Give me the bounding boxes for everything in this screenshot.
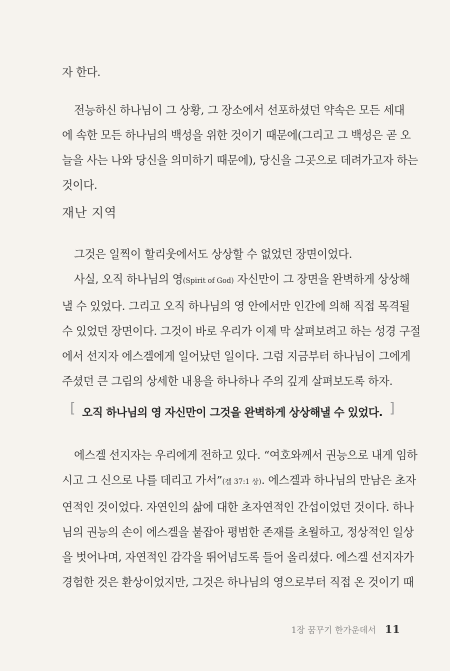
para4-line1: 에스겔 선지자는 우리에게 전하고 있다. “여호와께서 권능으로 내게 임하 — [74, 449, 418, 462]
para1-line3: 늘을 사는 나와 당신을 의미하기 때문에), 당신을 그곳으로 데려가고자 하는 — [62, 154, 418, 167]
para3-line5: 주셨던 큰 그림의 상세한 내용을 하나하나 주의 깊게 살펴보도록 하자. — [62, 375, 393, 388]
page-number: 11 — [384, 623, 400, 636]
para3-line3: 수 있었던 장면이다. 그것이 바로 우리가 이제 막 살펴보려고 하는 성경 구절 — [62, 325, 421, 338]
chapter-title: 1장 꿈꾸기 한가운데서 — [291, 626, 376, 636]
opening-line: 자 한다. — [62, 66, 101, 79]
text-block-bottom — [62, 443, 418, 595]
para1-line2: 에 속한 모든 하나님의 백성을 위한 것이기 때문에(그리고 그 백성은 곧 오 — [62, 129, 411, 142]
pull-quote — [70, 401, 395, 420]
text-block-top — [62, 60, 418, 198]
para4-line2: 시고 그 신으로 나를 데리고 가서”(겔 37:1 상). 에스겔과 하나님의 만남은 초자 — [62, 474, 417, 487]
para2: 그것은 일찍이 할리웃에서도 상상할 수 없었던 장면이었다. — [74, 248, 353, 261]
page-footer — [291, 623, 400, 636]
para4-line6: 경험한 것은 환상이었지만, 그것은 하나님의 영으로부터 직접 온 것이기 때 — [62, 576, 414, 589]
pull-quote-text: 오직 하나님의 영 자신만이 그것을 완벽하게 상상해낼 수 있었다. — [82, 406, 383, 419]
para4-line5: 을 벗어나며, 자연적인 감각을 뛰어넘도록 들어 올리셨다. 에스겔 선지자가 — [62, 551, 414, 564]
para3-line4: 에서 선지자 에스겔에게 일어났던 일이다. 그럼 지금부터 하나님이 그에게 — [62, 350, 411, 363]
bracket-left-icon: [ — [70, 401, 76, 417]
para3-line2: 낼 수 있었다. 그리고 오직 하나님의 영 안에서만 인간에 의해 직접 목격될 — [62, 300, 410, 313]
section-heading: 재난 지역 — [62, 205, 117, 220]
text-block-middle — [62, 242, 421, 394]
bracket-right-icon: ] — [389, 401, 395, 417]
para3-line1: 사실, 오직 하나님의 영(Spirit of God) 자신만이 그 장면을 완벽하게 상상해 — [74, 273, 410, 286]
para4-line3: 연적인 것이었다. 자연인의 삶에 대한 초자연적인 간섭이었던 것이다. 하나 — [62, 501, 414, 514]
para1-line4: 것이다. — [62, 179, 98, 192]
para1-line1: 전능하신 하나님이 그 상황, 그 장소에서 선포하셨던 약속은 모든 세대 — [74, 104, 405, 117]
para4-line4: 님의 권능의 손이 에스겔을 붙잡아 평범한 존재를 초월하고, 정상적인 일상 — [62, 526, 414, 539]
